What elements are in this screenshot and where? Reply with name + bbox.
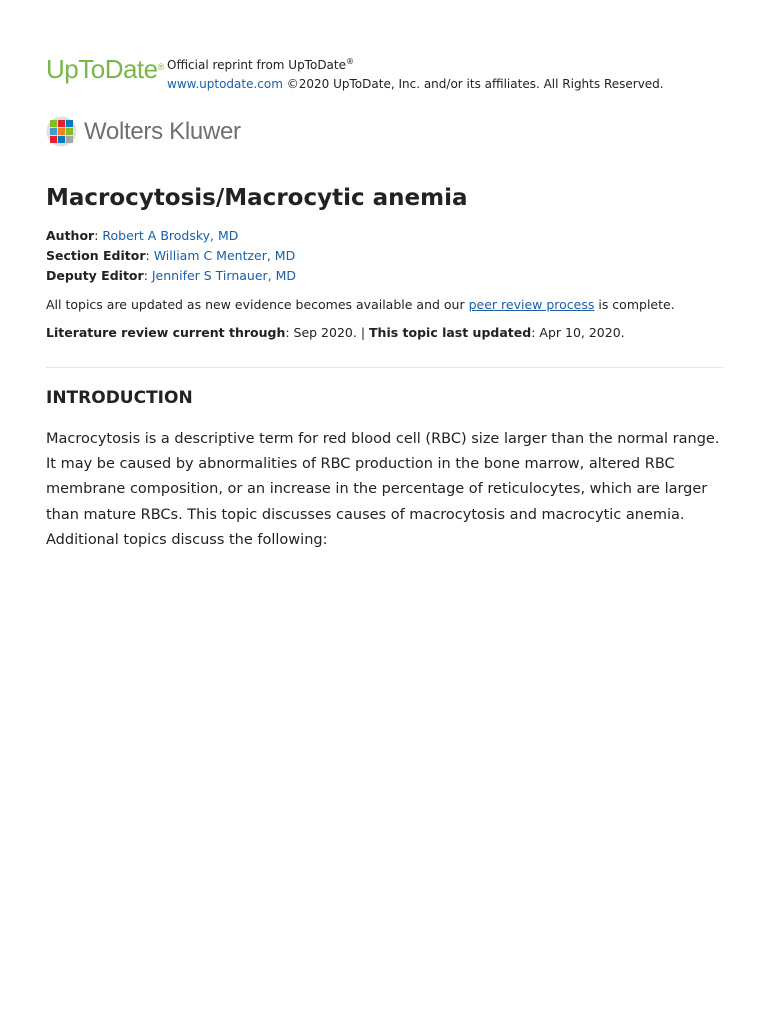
update-note-text: All topics are updated as new evidence becomes available and our bbox=[46, 297, 469, 312]
deputy-editor-link[interactable]: Jennifer S Tirnauer, MD bbox=[151, 268, 297, 283]
section-editor-label: Section Editor bbox=[46, 248, 146, 263]
uptodate-logo[interactable] bbox=[46, 54, 164, 84]
logo-registered-mark: ® bbox=[157, 62, 164, 72]
uptodate-site-link[interactable]: www.uptodate.com bbox=[167, 77, 283, 91]
reprint-line: Official reprint from UpToDate bbox=[167, 58, 346, 72]
section-editor-link[interactable]: William C Mentzer, MD bbox=[153, 248, 296, 263]
logo-text: UpToDate bbox=[46, 54, 158, 84]
lit-review-date: : Sep 2020. | bbox=[285, 325, 370, 340]
article-title: Macrocytosis/Macrocytic anemia bbox=[46, 185, 468, 211]
review-dates bbox=[46, 323, 625, 343]
peer-review-link[interactable]: peer review process bbox=[468, 297, 595, 312]
update-policy-note bbox=[46, 295, 675, 315]
introduction-heading: INTRODUCTION bbox=[46, 388, 193, 408]
omitted-region bbox=[46, 570, 723, 870]
publisher-name: Wolters Kluwer bbox=[84, 118, 241, 145]
reprint-registered-mark: ® bbox=[346, 57, 354, 66]
last-updated-label: This topic last updated bbox=[369, 325, 532, 340]
deputy-editor-label: Deputy Editor bbox=[46, 268, 144, 283]
lit-review-label: Literature review current through bbox=[46, 325, 286, 340]
section-editor-line: Section Editor: William C Mentzer, MD bbox=[46, 248, 296, 263]
author-link[interactable]: Robert A Brodsky, MD bbox=[102, 228, 239, 243]
author-line: Author: Robert A Brodsky, MD bbox=[46, 228, 239, 243]
last-updated-date: : Apr 10, 2020. bbox=[531, 325, 625, 340]
author-label: Author bbox=[46, 228, 95, 243]
introduction-paragraph: Macrocytosis is a descriptive term for red blood cell (RBC) size larger than the normal range. It may be caused by abnormalities of RBC production in the bone marrow, altered RBC membrane composition, or an increase in the percentage of reticulocytes, which are larger than mature RBCs. This topic discusses causes of macrocytosis and macrocytic anemia. Additional topics discuss the following: bbox=[46, 431, 720, 548]
wolters-kluwer-mark-icon bbox=[46, 116, 77, 147]
deputy-editor-line: Deputy Editor: Jennifer S Tirnauer, MD bbox=[46, 268, 297, 283]
update-note-end: is complete. bbox=[594, 297, 675, 312]
reprint-notice bbox=[167, 52, 687, 94]
section-divider bbox=[46, 367, 723, 368]
copyright-text: ©2020 UpToDate, Inc. and/or its affiliates. All Rights Reserved. bbox=[282, 77, 664, 91]
